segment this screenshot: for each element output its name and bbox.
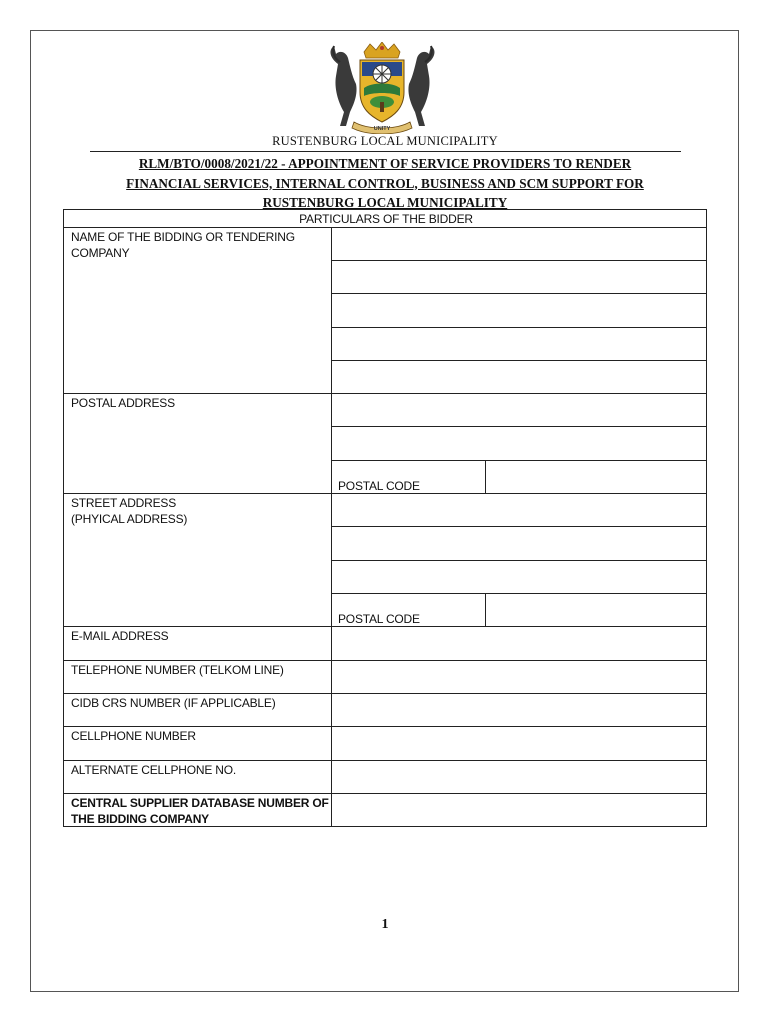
tender-title-line3: RUSTENBURG LOCAL MUNICIPALITY — [262, 195, 508, 210]
street-postal-code-field[interactable] — [486, 594, 706, 626]
tender-title-line1: RLM/BTO/0008/2021/22 - APPOINTMENT OF SERVICE PROVIDERS TO RENDER — [138, 156, 632, 171]
municipality-name: RUSTENBURG LOCAL MUNICIPALITY — [272, 134, 498, 148]
company-name-field-2[interactable] — [332, 261, 706, 293]
cellphone-label: CELLPHONE NUMBER — [71, 729, 196, 743]
email-field[interactable] — [332, 627, 706, 660]
telephone-label: TELEPHONE NUMBER (TELKOM LINE) — [71, 663, 284, 677]
postal-address-field-1[interactable] — [332, 394, 706, 426]
company-name-field-3[interactable] — [332, 294, 706, 327]
csd-number-field[interactable] — [332, 794, 706, 826]
postal-address-label: POSTAL ADDRESS — [71, 396, 175, 410]
postal-code-field[interactable] — [486, 461, 706, 493]
street-address-field-1[interactable] — [332, 494, 706, 526]
street-address-label — [71, 495, 187, 527]
postal-code-label: POSTAL CODE — [338, 479, 420, 493]
email-label: E-MAIL ADDRESS — [71, 629, 169, 643]
street-address-field-2[interactable] — [332, 527, 706, 560]
company-name-field-5[interactable] — [332, 361, 706, 393]
tender-title — [80, 154, 690, 213]
bidder-particulars-form — [63, 209, 707, 827]
section-title: PARTICULARS OF THE BIDDER — [299, 212, 473, 226]
telephone-field[interactable] — [332, 661, 706, 693]
company-name-label-line1: NAME OF THE BIDDING OR TENDERING — [71, 230, 295, 244]
company-name-label-line2: COMPANY — [71, 246, 130, 260]
csd-number-label-line2: THE BIDDING COMPANY — [71, 812, 209, 826]
street-address-label-line1: STREET ADDRESS — [71, 496, 177, 510]
street-address-label-line2: (PHYICAL ADDRESS) — [71, 512, 188, 526]
alt-cellphone-label: ALTERNATE CELLPHONE NO. — [71, 763, 236, 777]
company-name-label — [71, 229, 295, 261]
crest-motto: UNITY — [373, 126, 391, 132]
alt-cellphone-field[interactable] — [332, 761, 706, 793]
cellphone-field[interactable] — [332, 727, 706, 760]
csd-number-label — [71, 795, 329, 827]
street-postal-code-label: POSTAL CODE — [338, 612, 420, 626]
cidb-field[interactable] — [332, 694, 706, 726]
company-name-field-1[interactable] — [332, 228, 706, 260]
cidb-label: CIDB CRS NUMBER (IF APPLICABLE) — [71, 696, 276, 710]
company-name-field-4[interactable] — [332, 328, 706, 360]
street-address-field-3[interactable] — [332, 561, 706, 593]
page-number: 1 — [381, 917, 389, 932]
municipal-coat-of-arms — [320, 42, 445, 134]
header-rule — [90, 151, 681, 152]
csd-number-label-line1: CENTRAL SUPPLIER DATABASE NUMBER OF — [71, 796, 329, 810]
postal-address-field-2[interactable] — [332, 427, 706, 460]
tender-title-line2: FINANCIAL SERVICES, INTERNAL CONTROL, BUSINESS AND SCM SUPPORT FOR — [126, 175, 644, 191]
